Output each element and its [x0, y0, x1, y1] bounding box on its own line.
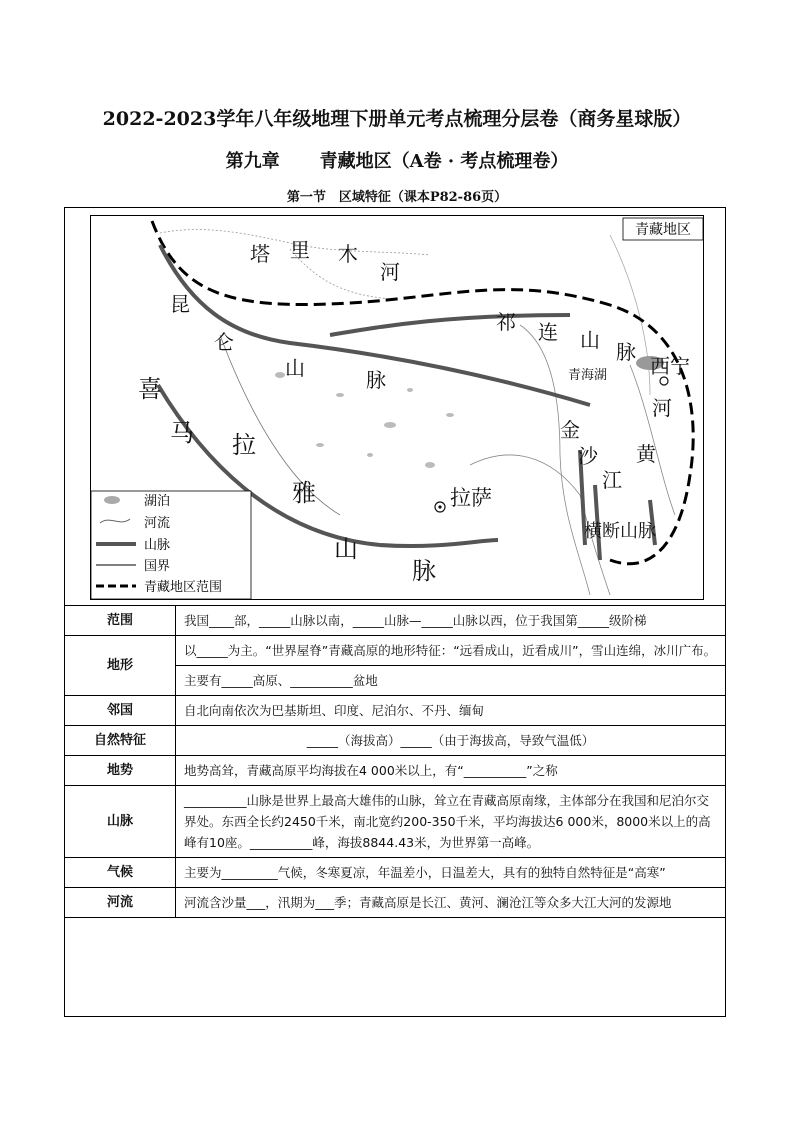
- qilian-char: 连: [538, 320, 558, 344]
- row-label: 邻国: [65, 696, 176, 726]
- legend-range-label: 青藏地区范围: [144, 580, 223, 595]
- row-content: 河流含沙量___，汛期为___季；青藏高原是长江、黄河、澜沧江等众多大江大河的发源地: [176, 888, 726, 918]
- row-content: __________山脉是世界上最高大雄伟的山脉，耸立在青藏高原南缘，主体部分在我国和尼泊尔交界处。东西全长约2450千米，南北宽约200-350千米，平均海拔达6 000米，8000米以上的高峰有10座。__________峰，海拔8844.43米，为世界第一高峰。: [176, 786, 726, 858]
- table-row: [65, 636, 726, 666]
- huang-label: 黄: [636, 442, 656, 466]
- chapter-number: 第九章: [225, 151, 280, 172]
- table-row: [65, 726, 726, 756]
- himalaya-char: 马: [170, 419, 194, 447]
- himalaya-char: 喜: [138, 375, 162, 403]
- row-content: 地势高耸，青藏高原平均海拔在4 000米以上，有“__________”之称: [176, 756, 726, 786]
- chapter-subtitle: 青藏地区（A卷 · 考点梳理卷）: [319, 151, 569, 172]
- kunlun-char: 脉: [366, 368, 386, 392]
- doc-title: 2022-2023学年八年级地理下册单元考点梳理分层卷（商务星球版）: [102, 108, 692, 130]
- lhasa-marker-dot: [438, 505, 441, 508]
- row-content: 自北向南依次为巴基斯坦、印度、尼泊尔、不丹、缅甸: [176, 696, 726, 726]
- tarim-char: 木: [338, 242, 358, 266]
- row-label: 地形: [65, 636, 176, 696]
- row-content: 我国____部，_____山脉以南，_____山脉—_____山脉以西，位于我国第_____级阶梯: [176, 606, 726, 636]
- table-row: [65, 606, 726, 636]
- map-legend: [91, 491, 251, 599]
- section-title: 第一节 区域特征（课本P82-86页）: [286, 190, 508, 205]
- region-label: 青藏地区: [635, 222, 691, 238]
- qilian-char: 祁: [496, 310, 516, 334]
- kunlun-char: 昆: [170, 292, 190, 316]
- jinsha-char: 江: [602, 468, 622, 492]
- xining-label: 西宁: [650, 354, 690, 378]
- kunlun-char: 山: [285, 356, 305, 380]
- chapter-title: [0, 147, 794, 173]
- row-content: _____（海拔高）_____（由于海拔高，导致气温低）: [176, 726, 726, 756]
- tarim-char: 塔: [250, 242, 270, 266]
- row-content: 主要为_________气候，冬寒夏凉，年温差小，日温差大，具有的独特自然特征是“高寒”: [176, 858, 726, 888]
- table-row: [65, 858, 726, 888]
- row-label: 范围: [65, 606, 176, 636]
- row-content: 主要有_____高原、__________盆地: [176, 666, 726, 696]
- himalaya-char: 雅: [292, 479, 316, 507]
- legend-river-label: 河流: [144, 516, 171, 531]
- lhasa-label: 拉萨: [450, 486, 492, 510]
- row-label: 气候: [65, 858, 176, 888]
- table-row: [65, 696, 726, 726]
- himalaya-char: 脉: [412, 557, 436, 585]
- table-row: [65, 756, 726, 786]
- legend-lake-icon: [104, 496, 120, 504]
- qilian-char: 脉: [616, 340, 636, 364]
- row-label: 河流: [65, 888, 176, 918]
- row-content: 以_____为主。“世界屋脊”青藏高原的地形特征：“远看成山，近看成川”，雪山连绵，冰川广布。: [176, 636, 726, 666]
- tarim-char: 河: [380, 260, 400, 284]
- himalaya-char: 山: [334, 535, 358, 563]
- jinsha-char: 沙: [578, 444, 598, 468]
- qinghai-lake-label: 青海湖: [568, 368, 608, 383]
- row-label: 地势: [65, 756, 176, 786]
- jinsha-char: 金: [560, 418, 580, 442]
- legend-border-label: 国界: [144, 559, 171, 574]
- tarim-char: 里: [290, 238, 310, 262]
- legend-lake-label: 湖泊: [144, 494, 171, 509]
- hengduan-label: 横断山脉: [584, 521, 656, 542]
- kunlun-char: 仑: [214, 330, 234, 354]
- he-label: 河: [652, 396, 672, 420]
- row-label: 山脉: [65, 786, 176, 858]
- feature-table: [64, 605, 726, 918]
- legend-mountain-label: 山脉: [144, 538, 171, 553]
- table-row: [65, 888, 726, 918]
- table-row: [65, 786, 726, 858]
- row-label: 自然特征: [65, 726, 176, 756]
- qingzang-map: [90, 215, 704, 600]
- qilian-char: 山: [580, 328, 600, 352]
- himalaya-char: 拉: [232, 431, 256, 459]
